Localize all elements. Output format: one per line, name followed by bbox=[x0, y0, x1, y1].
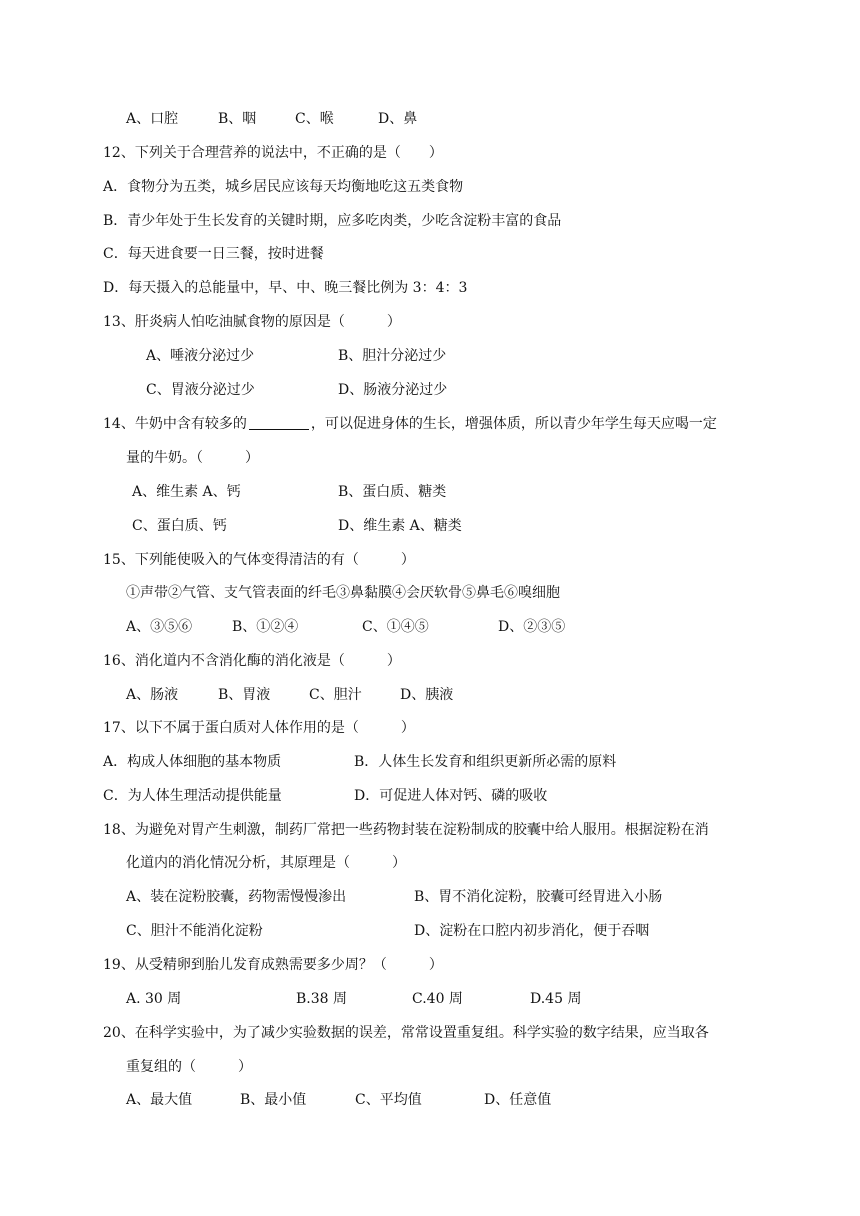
q17-option-c: C．为人体生理活动提供能量 bbox=[103, 788, 282, 804]
q14-option-c: C、蛋白质、钙 bbox=[132, 518, 227, 534]
q18-stem-line2: 化道内的消化情况分析，其原理是（ ） bbox=[126, 855, 406, 871]
q17-stem: 17、以下不属于蛋白质对人体作用的是（ ） bbox=[103, 720, 415, 736]
q13-option-c: C、胃液分泌过少 bbox=[146, 382, 255, 398]
q12-option-a: A．食物分为五类，城乡居民应该每天均衡地吃这五类食物 bbox=[103, 179, 464, 195]
q14-option-a: A、维生素 A、钙 bbox=[132, 484, 241, 500]
q18-option-c: C、胆汁不能消化淀粉 bbox=[126, 923, 263, 939]
q14-stem-line2: 量的牛奶。（ ） bbox=[126, 450, 259, 466]
q14-answer-blank bbox=[249, 415, 309, 430]
q13-option-a: A、唾液分泌过少 bbox=[146, 348, 255, 364]
q18-stem: 18、为避免对胃产生刺激，制药厂常把一些药物封装在淀粉制成的胶囊中给人服用。根据淀粉在消 bbox=[103, 822, 709, 838]
q14-option-d: D、维生素 A、糖类 bbox=[338, 518, 462, 534]
q14-stem bbox=[103, 414, 717, 434]
q11-option-a: A、口腔 bbox=[126, 111, 179, 127]
q18-option-a: A、装在淀粉胶囊，药物需慢慢渗出 bbox=[126, 889, 347, 905]
q17-option-d: D．可促进人体对钙、磷的吸收 bbox=[354, 788, 548, 804]
q15-option-c: C、①④⑤ bbox=[362, 619, 429, 635]
q20-option-a: A、最大值 bbox=[126, 1092, 193, 1108]
q12-stem: 12、下列关于合理营养的说法中，不正确的是（ ） bbox=[103, 145, 443, 161]
q11-option-d: D、鼻 bbox=[378, 111, 418, 127]
q19-stem: 19、从受精卵到胎儿发育成熟需要多少周？（ ） bbox=[103, 957, 443, 973]
q14-stem-after: ，可以促进身体的生长，增强体质，所以青少年学生每天应喝一定 bbox=[310, 416, 717, 432]
q15-option-d: D、②③⑤ bbox=[498, 619, 566, 635]
q17-option-a: A．构成人体细胞的基本物质 bbox=[103, 754, 282, 770]
q18-option-d: D、淀粉在口腔内初步消化，便于吞咽 bbox=[414, 923, 650, 939]
q20-option-b: B、最小值 bbox=[240, 1092, 307, 1108]
q16-option-b: B、胃液 bbox=[218, 687, 271, 703]
q12-option-b: B．青少年处于生长发育的关键时期，应多吃肉类，少吃含淀粉丰富的食品 bbox=[103, 213, 562, 229]
q19-option-c: C.40 周 bbox=[412, 991, 463, 1007]
q17-option-b: B．人体生长发育和组织更新所必需的原料 bbox=[354, 754, 617, 770]
q15-option-a: A、③⑤⑥ bbox=[126, 619, 193, 635]
q18-option-b: B、胃不消化淀粉，胶囊可经胃进入小肠 bbox=[414, 889, 663, 905]
q13-option-d: D、肠液分泌过少 bbox=[338, 382, 448, 398]
q16-option-d: D、胰液 bbox=[400, 687, 454, 703]
q16-option-a: A、肠液 bbox=[126, 687, 179, 703]
q19-option-a: A. 30 周 bbox=[126, 991, 182, 1007]
q14-stem-before: 14、牛奶中含有较多的 bbox=[103, 416, 247, 432]
q11-option-c: C、喉 bbox=[295, 111, 334, 127]
q15-items: ①声带②气管、支气管表面的纤毛③鼻黏膜④会厌软骨⑤鼻毛⑥嗅细胞 bbox=[126, 585, 560, 601]
q20-stem: 20、在科学实验中，为了减少实验数据的误差，常常设置重复组。科学实验的数字结果，应当取各 bbox=[103, 1025, 709, 1041]
q13-option-b: B、胆汁分泌过少 bbox=[338, 348, 447, 364]
q12-option-d: D．每天摄入的总能量中，早、中、晚三餐比例为 3：4：3 bbox=[103, 280, 468, 296]
q12-option-c: C．每天进食要一日三餐，按时进餐 bbox=[103, 246, 324, 262]
q20-stem-line2: 重复组的（ ） bbox=[126, 1059, 252, 1075]
q14-option-b: B、蛋白质、糖类 bbox=[338, 484, 447, 500]
q20-option-d: D、任意值 bbox=[484, 1092, 552, 1108]
q16-stem: 16、消化道内不含消化酶的消化液是（ ） bbox=[103, 653, 401, 669]
q19-option-d: D.45 周 bbox=[530, 991, 582, 1007]
q16-option-c: C、胆汁 bbox=[309, 687, 362, 703]
q13-stem: 13、肝炎病人怕吃油腻食物的原因是（ ） bbox=[103, 314, 401, 330]
q11-option-b: B、咽 bbox=[218, 111, 257, 127]
q19-option-b: B.38 周 bbox=[296, 991, 348, 1007]
q15-option-b: B、①②④ bbox=[232, 619, 299, 635]
q20-option-c: C、平均值 bbox=[355, 1092, 422, 1108]
q15-stem: 15、下列能使吸入的气体变得清洁的有（ ） bbox=[103, 552, 415, 568]
